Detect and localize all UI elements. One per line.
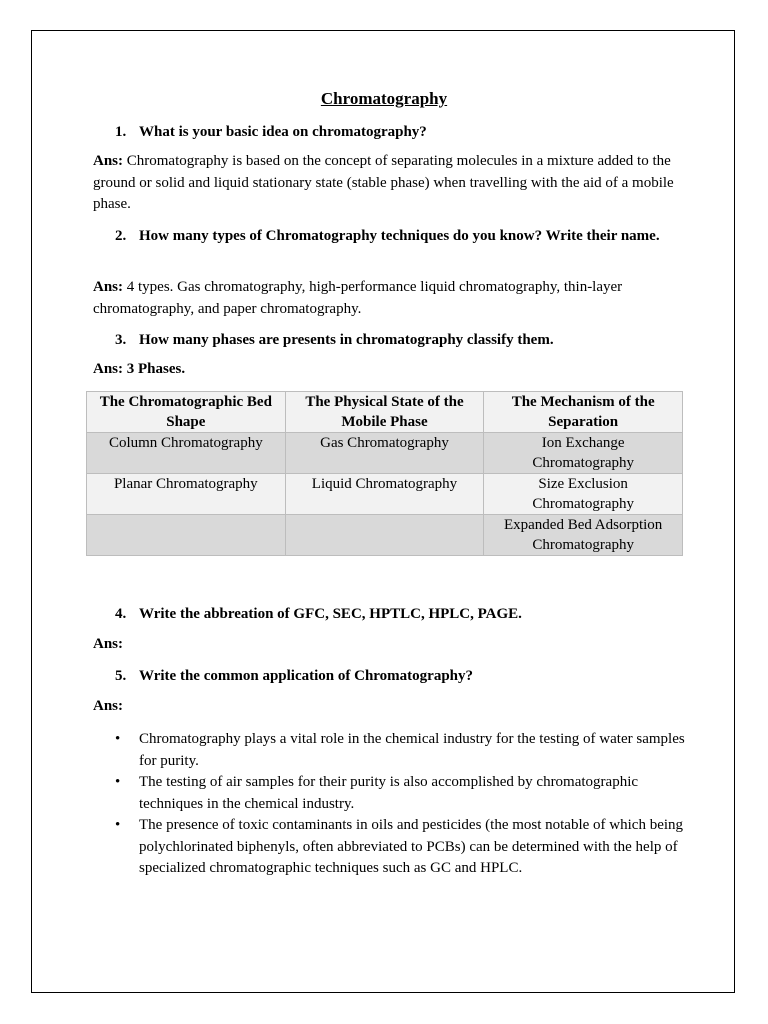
- table-cell: [87, 515, 286, 556]
- question-text: How many phases are presents in chromatography classify them.: [139, 332, 554, 348]
- answer-label: Ans:: [93, 279, 124, 295]
- table-cell: [285, 515, 484, 556]
- applications-list: [115, 729, 699, 880]
- question-1: [115, 122, 685, 142]
- table-cell: Column Chromatography: [87, 433, 286, 474]
- answer-5: Ans:: [93, 698, 124, 714]
- question-text: What is your basic idea on chromatography?: [139, 124, 427, 140]
- question-4: [115, 604, 685, 624]
- question-number: 2.: [115, 228, 127, 244]
- bullet-icon: •: [115, 731, 121, 747]
- phases-table: [86, 391, 683, 556]
- question-text: Write the abbreation of GFC, SEC, HPTLC, HPLC, PAGE.: [139, 606, 522, 622]
- answer-4: Ans:: [93, 636, 124, 652]
- question-number: 5.: [115, 668, 127, 684]
- question-3: [115, 330, 685, 350]
- answer-1: [93, 151, 693, 216]
- table-cell: Ion Exchange Chromatography: [484, 433, 683, 474]
- bullet-icon: •: [115, 774, 121, 790]
- table-cell: Planar Chromatography: [87, 474, 286, 515]
- question-2: [115, 226, 685, 246]
- question-5: [115, 666, 685, 686]
- question-text: How many types of Chromatography techniques do you know? Write their name.: [139, 228, 660, 244]
- list-item-text: The presence of toxic contaminants in oils and pesticides (the most notable of which being polychlorinated biphenyls, often abbreviated to PCBs) can be determined with the help of specialized chromatographic techniques such as GC and HPLC.: [139, 817, 684, 876]
- table-cell: Gas Chromatography: [285, 433, 484, 474]
- table-header-cell: The Chromatographic Bed Shape: [87, 392, 286, 433]
- bullet-icon: •: [115, 817, 121, 833]
- table-row: [87, 474, 683, 515]
- list-item: [115, 729, 699, 772]
- question-text: Write the common application of Chromatography?: [139, 668, 474, 684]
- answer-text: Chromatography is based on the concept of separating molecules in a mixture added to the ground or solid and liquid stationary state (stable phase) when travelling with the aid of a mobile phase.: [93, 153, 674, 212]
- list-item: [115, 815, 699, 880]
- table-header-cell: The Mechanism of the Separation: [484, 392, 683, 433]
- page-title: Chromatography: [320, 89, 448, 108]
- answer-label: Ans:: [93, 153, 124, 169]
- question-number: 3.: [115, 332, 127, 348]
- table-cell: Expanded Bed Adsorption Chromatography: [484, 515, 683, 556]
- table-row: [87, 515, 683, 556]
- table-cell: Size Exclusion Chromatography: [484, 474, 683, 515]
- table-header-cell: The Physical State of the Mobile Phase: [285, 392, 484, 433]
- table-cell: Liquid Chromatography: [285, 474, 484, 515]
- answer-text: 4 types. Gas chromatography, high-performance liquid chromatography, thin-layer chromatography, and paper chromatography.: [93, 279, 623, 317]
- list-item-text: Chromatography plays a vital role in the chemical industry for the testing of water samples for purity.: [139, 731, 685, 769]
- answer-2: [93, 277, 693, 320]
- list-item-text: The testing of air samples for their purity is also accomplished by chromatographic techniques in the chemical industry.: [139, 774, 639, 812]
- table-row: [87, 433, 683, 474]
- question-number: 1.: [115, 124, 127, 140]
- list-item: [115, 772, 699, 815]
- question-number: 4.: [115, 606, 127, 622]
- table-header-row: [87, 392, 683, 433]
- answer-3: Ans: 3 Phases.: [93, 361, 186, 377]
